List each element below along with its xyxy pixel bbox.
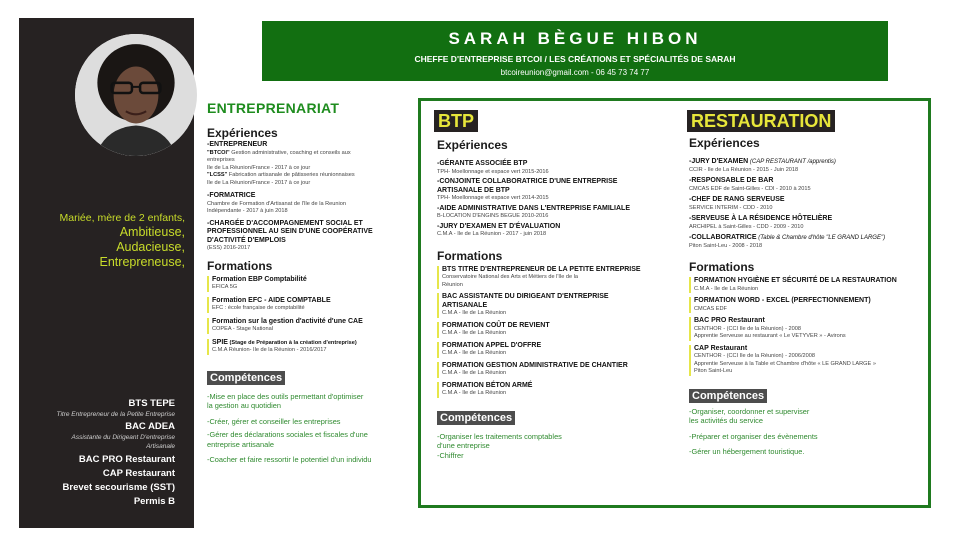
summary-line-2: Ambitieuse, bbox=[119, 225, 185, 239]
summary-line-3: Audacieuse, bbox=[116, 240, 185, 254]
item-title: BTS TITRE D'ENTREPRENEUR DE LA PETITE ENTREPRISE bbox=[442, 265, 641, 273]
competence-item bbox=[207, 430, 407, 449]
competence-line: -Préparer et organiser des évènements bbox=[689, 431, 818, 441]
experience-item bbox=[207, 192, 407, 216]
experience-item bbox=[689, 177, 924, 193]
item-title: -ENTREPRENEUR bbox=[207, 141, 268, 148]
item-title: BAC ASSISTANTE DU DIRIGEANT D'ENTREPRISE bbox=[442, 293, 609, 300]
formations-heading: Formations bbox=[689, 260, 755, 274]
item-title: -RESPONSABLE DE BAR bbox=[689, 177, 774, 184]
item-sub: C.M.A - Ile de La Réunion bbox=[442, 350, 507, 356]
qualifications-list bbox=[25, 398, 175, 508]
item-title: -JURY D'EXAMEN ET D'ÉVALUATION bbox=[437, 222, 561, 230]
competence-line: -Organiser, coordonner et superviser bbox=[689, 406, 810, 416]
item-sub: CENTHOR - (CCI Ile de la Réunion) - 2006/2008 bbox=[694, 353, 815, 359]
item-title bbox=[212, 339, 407, 348]
item-sub: C.M.A - Ile de La Réunion bbox=[442, 330, 507, 336]
profile-photo-graphic bbox=[75, 34, 197, 156]
qual-label: BAC ADEA bbox=[125, 421, 175, 432]
competence-line: -Organiser les traitements comptables bbox=[437, 431, 562, 441]
formation-item bbox=[437, 382, 657, 398]
competence-line: -Chiffrer bbox=[437, 450, 464, 460]
competence-line: entreprise artisanale bbox=[207, 439, 274, 449]
item-sub: Apprentie Serveuse au restaurant « Le VETYVER » - Avirons bbox=[694, 333, 846, 339]
experience-item bbox=[437, 178, 657, 203]
item-title: BAC PRO Restaurant bbox=[694, 317, 765, 324]
item-sub: Piton Saint-Leu - 2008 - 2018 bbox=[689, 242, 763, 249]
qual-sub: Assistante du Dirigeant D'entreprise bbox=[71, 434, 175, 441]
item-title-main: -COLLABORATRICE bbox=[689, 234, 757, 241]
competence-line: les activités du service bbox=[689, 416, 763, 425]
experience-item bbox=[689, 158, 924, 174]
formation-item bbox=[207, 318, 407, 334]
personal-summary bbox=[30, 212, 185, 270]
formation-item bbox=[689, 317, 924, 341]
item-sub: (ESS) 2016-2017 bbox=[207, 245, 251, 251]
item-sub: B-LOCATION D'ENGINS BEGUE 2010-2016 bbox=[437, 213, 549, 219]
item-title-small: (Table & Chambre d'hôte "LE GRAND LARGE") bbox=[756, 235, 886, 241]
item-sub: EFC : école française de comptabilité bbox=[212, 305, 305, 311]
item-title: FORMATION COÛT DE REVIENT bbox=[442, 321, 550, 329]
competences-heading: Compétences bbox=[437, 411, 515, 425]
formation-item bbox=[689, 345, 924, 376]
competence-line: -Gérer des déclarations sociales et fiscales d'une bbox=[207, 430, 368, 439]
competences-heading-wrap bbox=[207, 368, 407, 386]
item-sub: Conservatoire National des Arts et Métiers de l'Ile de la bbox=[442, 274, 579, 280]
item-sub: EFICA 5G bbox=[212, 284, 238, 290]
profile-photo bbox=[75, 34, 197, 156]
formation-item bbox=[437, 293, 657, 318]
competences-heading: Compétences bbox=[689, 389, 767, 403]
item-sub: Ile de La Réunion/France - 2017 à ce jour bbox=[207, 179, 311, 186]
item-title: -SERVEUSE À LA RÉSIDENCE HÔTELIÈRE bbox=[689, 215, 833, 222]
person-role: CHEFFE D'ENTREPRISE BTCOI / LES CRÉATIONS ET SPÉCIALITÉS DE SARAH bbox=[414, 54, 736, 64]
item-title: D'ACTIVITÉ D'EMPLOIS bbox=[207, 236, 286, 244]
qual-label: CAP Restaurant bbox=[102, 468, 175, 479]
formation-item bbox=[207, 297, 407, 313]
item-title-main: SPIE bbox=[212, 338, 228, 346]
item-title: FORMATION WORD - EXCEL (PERFECTIONNEMENT) bbox=[694, 297, 871, 304]
item-title-small: (CAP RESTAURANT /apprentis) bbox=[748, 159, 836, 165]
competence-item bbox=[207, 417, 407, 427]
item-title: -CHEF DE RANG SERVEUSE bbox=[689, 196, 785, 203]
experience-item bbox=[689, 215, 924, 231]
competence-line: -Gérer un hébergement touristique. bbox=[689, 447, 805, 456]
experience-item bbox=[207, 220, 407, 253]
formation-item bbox=[437, 266, 657, 290]
item-sub: entreprises bbox=[207, 157, 235, 163]
formation-item bbox=[207, 339, 407, 355]
item-sub: C.M.A - Ile de La Réunion bbox=[442, 310, 507, 316]
item-title: FORMATION APPEL D'OFFRE bbox=[442, 341, 542, 349]
restauration-tag: RESTAURATION bbox=[687, 110, 835, 132]
item-sub: C.M.A - Ile de La Réunion bbox=[442, 370, 507, 376]
item-title: -AIDE ADMINISTRATIVE DANS L'ENTREPRISE FAMILIALE bbox=[437, 204, 631, 212]
item-sub-bold: "LCSS" bbox=[207, 172, 228, 178]
item-title: Formation EBP Comptabilité bbox=[212, 275, 307, 283]
item-title: CAP Restaurant bbox=[694, 344, 748, 352]
item-title: Formation EFC - AIDE COMPTABLE bbox=[212, 296, 331, 304]
experiences-heading: Expériences bbox=[207, 126, 278, 140]
item-sub: Ile de La Réunion/France - 2017 à ce jour bbox=[207, 164, 311, 171]
formation-item bbox=[437, 342, 657, 358]
item-sub: Indépendante - 2017 à juin 2018 bbox=[207, 208, 288, 214]
item-sub: TPH- Moellonnage et espace vert 2015-2016 bbox=[437, 168, 549, 175]
qual-sub: Artisanale bbox=[146, 443, 175, 450]
competences-heading-wrap bbox=[437, 408, 657, 426]
btp-section bbox=[437, 138, 657, 460]
item-title: Formation sur la gestion d'activité d'une CAE bbox=[212, 317, 363, 325]
experiences-heading: Expériences bbox=[437, 138, 508, 152]
qual-label: BAC PRO Restaurant bbox=[78, 454, 175, 465]
item-sub: CMCAS EDF de Saint-Gilles - CDI - 2010 à 2015 bbox=[689, 185, 811, 192]
header-banner bbox=[262, 21, 888, 81]
item-sub: Réunion bbox=[442, 281, 463, 288]
item-sub: TPH- Moellonnage et espace vert 2014-2015 bbox=[437, 195, 549, 201]
competence-line: d'une entreprise bbox=[437, 441, 490, 450]
item-title: FORMATION HYGIÈNE ET SÉCURITÉ DE LA RESTAURATION bbox=[694, 277, 897, 284]
formation-item bbox=[689, 277, 924, 293]
competence-line: la gestion au quotidien bbox=[207, 401, 281, 410]
item-title: PROFESSIONNEL AU SEIN D'UNE COOPÉRATIVE bbox=[207, 228, 373, 235]
competence-item bbox=[689, 432, 924, 442]
formation-item bbox=[437, 362, 657, 378]
item-sub bbox=[207, 150, 407, 158]
competence-item bbox=[689, 447, 924, 457]
item-sub: C.M.A Réunion- Ile de la Réunion - 2016/2017 bbox=[212, 347, 327, 353]
experience-item bbox=[689, 234, 924, 250]
item-sub: CMCAS EDF bbox=[694, 305, 727, 312]
item-sub: C.M.A - Ile de La Réunion bbox=[694, 285, 759, 292]
person-name: SARAH BÈGUE HIBON bbox=[448, 29, 702, 48]
formation-item bbox=[437, 322, 657, 338]
restauration-section bbox=[689, 136, 924, 457]
formation-item bbox=[207, 276, 407, 292]
item-title: -GÉRANTE ASSOCIÉE BTP bbox=[437, 160, 528, 167]
formation-item bbox=[689, 297, 924, 313]
item-sub: Apprentie Serveuse à la Table et Chambre d'hôte « LE GRAND LARGE » bbox=[694, 360, 876, 367]
experience-item bbox=[437, 160, 657, 176]
item-sub: C.M.A - Ile de La Réunion - 2017 - juin 2018 bbox=[437, 231, 547, 237]
item-title: -CONJOINTE COLLABORATRICE D'UNE ENTREPRISE bbox=[437, 178, 618, 185]
competence-item bbox=[437, 432, 657, 451]
item-sub: COPEA - Stage National bbox=[212, 326, 273, 332]
item-title: -CHARGÉE D'ACCOMPAGNEMENT SOCIAL ET bbox=[207, 219, 363, 227]
item-sub: Chambre de Formation d'Artisanat de l'Ile de la Reunion bbox=[207, 200, 346, 207]
item-sub bbox=[207, 172, 407, 180]
item-title bbox=[689, 234, 924, 243]
item-sub: CENTHOR - (CCI Ile de la Réunion) - 2008 bbox=[694, 325, 801, 332]
formations-heading: Formations bbox=[207, 258, 273, 273]
item-title: ARTISANALE bbox=[442, 301, 488, 309]
contact-info: btcoireunion@gmail.com - 06 45 73 74 77 bbox=[500, 68, 650, 77]
item-sub: ARCHIPEL à Saint-Gilles - CDD - 2009 - 2010 bbox=[689, 223, 804, 230]
item-sub-bold: "BTCOI" bbox=[207, 149, 230, 156]
competence-item bbox=[689, 407, 924, 426]
qual-label: Permis B bbox=[133, 496, 175, 507]
formations-heading: Formations bbox=[437, 248, 503, 263]
item-sub: CCIR - Ile de La Réunion - 2015 - Juin 2018 bbox=[689, 166, 799, 173]
item-title bbox=[689, 158, 924, 167]
summary-line-1: Mariée, mère de 2 enfants, bbox=[59, 212, 185, 224]
item-sub: Piton Saint-Leu bbox=[694, 368, 733, 374]
summary-line-4: Entrepreneuse, bbox=[99, 255, 185, 269]
section-title: ENTREPRENARIAT bbox=[207, 100, 340, 116]
competence-line: -Créer, gérer et conseiller les entreprises bbox=[207, 416, 341, 426]
competences-heading-wrap bbox=[689, 386, 924, 404]
item-title: FORMATION GESTION ADMINISTRATIVE DE CHANTIER bbox=[442, 361, 628, 369]
experience-item bbox=[437, 205, 657, 221]
competence-item bbox=[207, 392, 407, 411]
item-title: -FORMATRICE bbox=[207, 192, 256, 199]
item-sub: C.M.A - Ile de La Réunion bbox=[442, 390, 507, 396]
qual-label: BTS TEPE bbox=[128, 398, 175, 409]
competence-item bbox=[437, 451, 657, 461]
competence-line: -Coacher et faire ressortir le potentiel d'un individu bbox=[207, 455, 372, 464]
competence-line: -Mise en place des outils permettant d'optimiser bbox=[207, 391, 364, 401]
competence-item bbox=[207, 455, 407, 465]
entreprenariat-section bbox=[207, 100, 407, 465]
qual-sub: Titre Entrepreneur de la Petite Entreprise bbox=[56, 411, 175, 418]
competences-heading: Compétences bbox=[207, 371, 285, 385]
item-title: FORMATION BÉTON ARMÉ bbox=[442, 381, 533, 389]
item-sub-text: Fabrication artisanale de pâtisseries réunionnaises bbox=[227, 172, 355, 178]
experience-item bbox=[207, 141, 407, 187]
item-sub-text: Gestion administrative, coaching et conseils aux bbox=[229, 149, 351, 156]
qual-label: Brevet secourisme (SST) bbox=[62, 482, 175, 493]
btp-tag: BTP bbox=[434, 110, 478, 132]
item-title-small: (Stage de Préparation à la création d'entreprise) bbox=[227, 339, 357, 346]
experience-item bbox=[689, 196, 924, 212]
experience-item bbox=[437, 223, 657, 239]
item-sub: SERVICE INTERIM - CDD - 2010 bbox=[689, 204, 773, 211]
item-title-main: -JURY D'EXAMEN bbox=[689, 158, 749, 165]
item-title: ARTISANALE DE BTP bbox=[437, 186, 510, 194]
experiences-heading: Expériences bbox=[689, 136, 760, 150]
